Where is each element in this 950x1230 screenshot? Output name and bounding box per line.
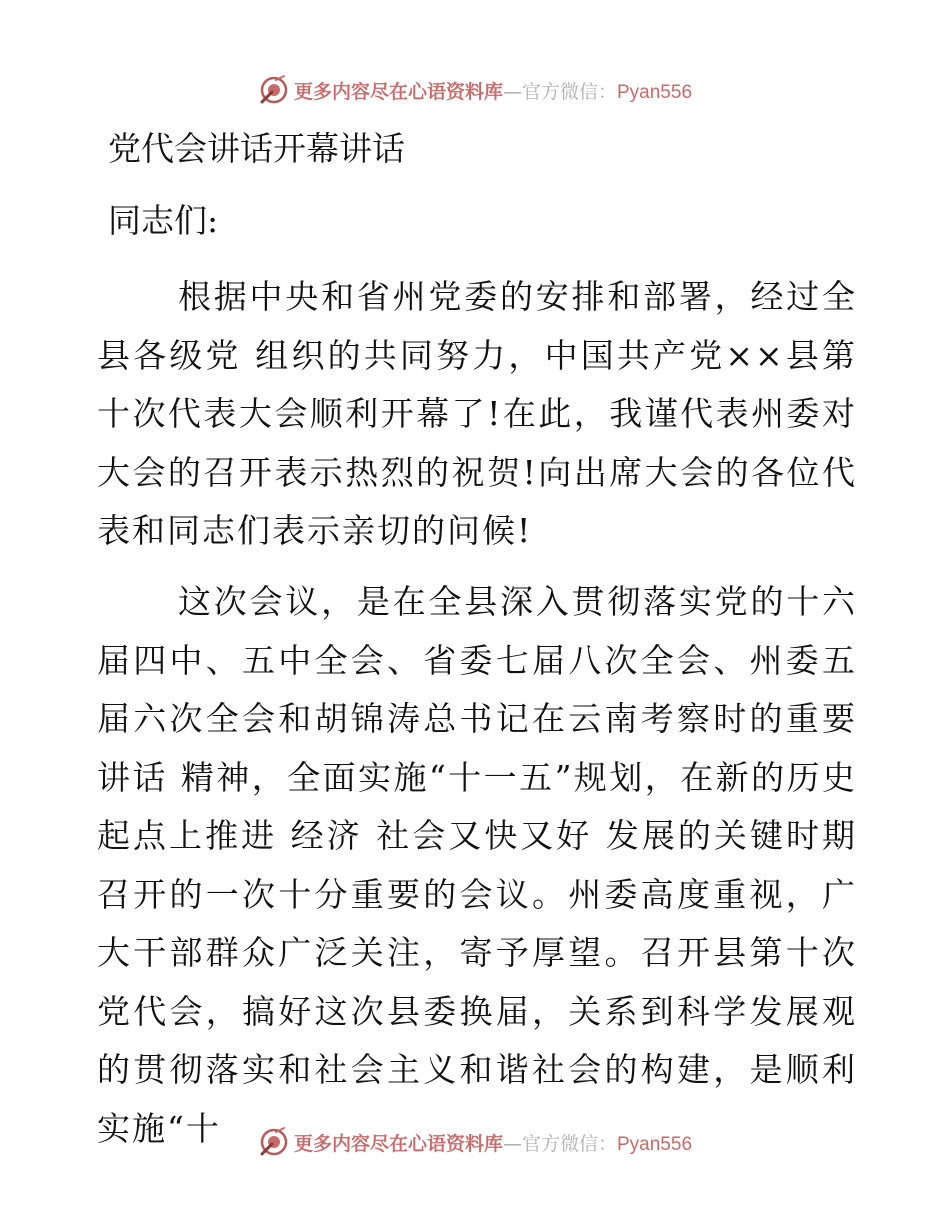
footer-watermark [0, 1122, 950, 1162]
watermark-brand: 更多内容尽在心语资料库 [293, 1132, 503, 1155]
watermark-official-label: 官方微信： [521, 1132, 617, 1155]
salutation: 同志们: [108, 201, 219, 240]
paragraph-1: 根据中央和省州党委的安排和部署，经过全县各级党 组织的共同努力，中国共产党××县第十次代表大会顺利开幕了!在此，我谨代表州委对大会的召开表示热烈的祝贺!向出席大会的各位代表和同志们表示亲切的问候! [97, 277, 857, 550]
header-watermark [0, 70, 950, 110]
watermark-brand: 更多内容尽在心语资料库 [293, 80, 503, 103]
watermark-dash: — [502, 1132, 522, 1155]
watermark-official-label: 官方微信： [521, 80, 617, 103]
paragraph-2: 这次会议，是在全县深入贯彻落实党的十六届四中、五中全会、省委七届八次全会、州委五届六次全会和胡锦涛总书记在云南考察时的重要 讲话 精神，全面实施“十一五”规划，在新的历史起点上推进 经济 社会又快又好 发展的关键时期召开的一次十分重要的会议。州委高度重视，广大干部群众广泛关注，寄予厚望。召开县第十次党代会，搞好这次县委换届，关系到科学发展观的贯彻落实和社会主义和谐社会的构建，是顺利实施“十 [97, 582, 857, 1148]
pen-circle-logo-icon [258, 74, 290, 106]
watermark-wechat-id: Pyan556 [617, 1133, 693, 1155]
watermark-dash: — [502, 80, 522, 103]
watermark-wechat-id: Pyan556 [617, 81, 693, 103]
pen-circle-logo-icon [258, 1126, 290, 1158]
document-title: 党代会讲话开幕讲话 [108, 129, 405, 168]
